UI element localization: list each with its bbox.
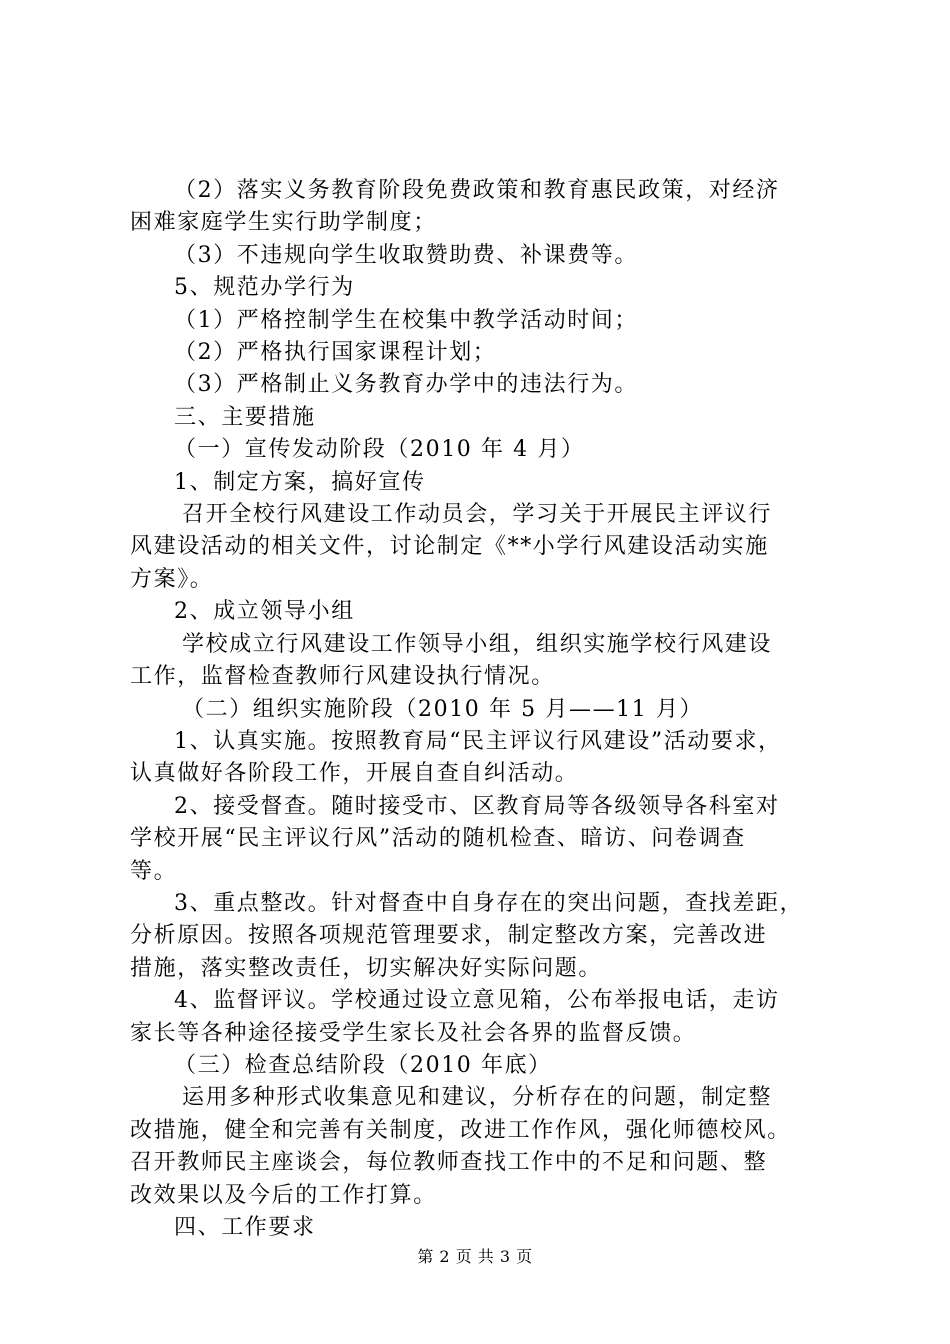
- paragraph-line: 方案》。: [130, 566, 214, 592]
- paragraph-line: （2）落实义务教育阶段免费政策和教育惠民政策，对经济: [174, 178, 780, 203]
- paragraph-line: （3）严格制止义务教育办学中的违法行为。: [174, 372, 638, 398]
- section-heading: （一）宣传发动阶段（2010 年 4 月）: [174, 437, 585, 463]
- section-heading: 四、工作要求: [174, 1215, 316, 1240]
- paragraph-line: 召开教师民主座谈会，每位教师查找工作中的不足和问题、整: [130, 1150, 768, 1176]
- paragraph-line: 3、重点整改。针对督查中自身存在的突出问题，查找差距，: [174, 890, 804, 916]
- paragraph-line: 风建设活动的相关文件，讨论制定《**小学行风建设活动实施: [130, 534, 769, 560]
- paragraph-line: 召开全校行风建设工作动员会，学习关于开展民主评议行: [182, 502, 773, 528]
- paragraph-line: （2）严格执行国家课程计划；: [174, 340, 497, 366]
- paragraph-line: （3）不违规向学生收取赞助费、补课费等。: [174, 242, 638, 268]
- paragraph-line: 1、认真实施。按照教育局“民主评议行风建设”活动要求，: [174, 728, 782, 754]
- paragraph-line: 学校开展“民主评议行风”活动的随机检查、暗访、问卷调查: [130, 826, 746, 852]
- paragraph-line: 改效果以及今后的工作打算。: [130, 1182, 437, 1208]
- section-heading: 2、成立领导小组: [174, 599, 355, 625]
- paragraph-line: 等。: [130, 858, 178, 884]
- paragraph-line: 认真做好各阶段工作，开展自查自纠活动。: [130, 761, 579, 787]
- paragraph-line: 改措施，健全和完善有关制度，改进工作作风，强化师德校风。: [130, 1117, 791, 1143]
- paragraph-line: 措施，落实整改责任，切实解决好实际问题。: [130, 955, 603, 981]
- section-heading: （三）检查总结阶段（2010 年底）: [174, 1052, 552, 1078]
- section-heading: 5、规范办学行为: [174, 275, 355, 301]
- paragraph-line: 4、监督评议。学校通过设立意见箱，公布举报电话，走访: [174, 988, 780, 1014]
- paragraph-line: 家长等各种途径接受学生家长及社会各界的监督反馈。: [130, 1020, 697, 1046]
- paragraph-line: 2、接受督查。随时接受市、区教育局等各级领导各科室对: [174, 793, 780, 819]
- section-heading: 三、主要措施: [174, 404, 316, 430]
- section-heading: 1、制定方案，搞好宣传: [174, 469, 426, 495]
- paragraph-line: 学校成立行风建设工作领导小组，组织实施学校行风建设: [182, 631, 773, 657]
- document-body: [130, 175, 830, 1244]
- paragraph-line: 运用多种形式收集意见和建议，分析存在的问题，制定整: [182, 1085, 773, 1111]
- page-number-footer: 第 2 页 共 3 页: [417, 1247, 533, 1266]
- paragraph-line: 困难家庭学生实行助学制度；: [130, 210, 437, 236]
- paragraph-line: （1）严格控制学生在校集中教学活动时间；: [174, 307, 638, 333]
- paragraph-line: 工作，监督检查教师行风建设执行情况。: [130, 664, 555, 690]
- section-heading: （二）组织实施阶段（2010 年 5 月——11 月）: [182, 696, 704, 722]
- paragraph-line: 分析原因。按照各项规范管理要求，制定整改方案，完善改进: [130, 923, 768, 949]
